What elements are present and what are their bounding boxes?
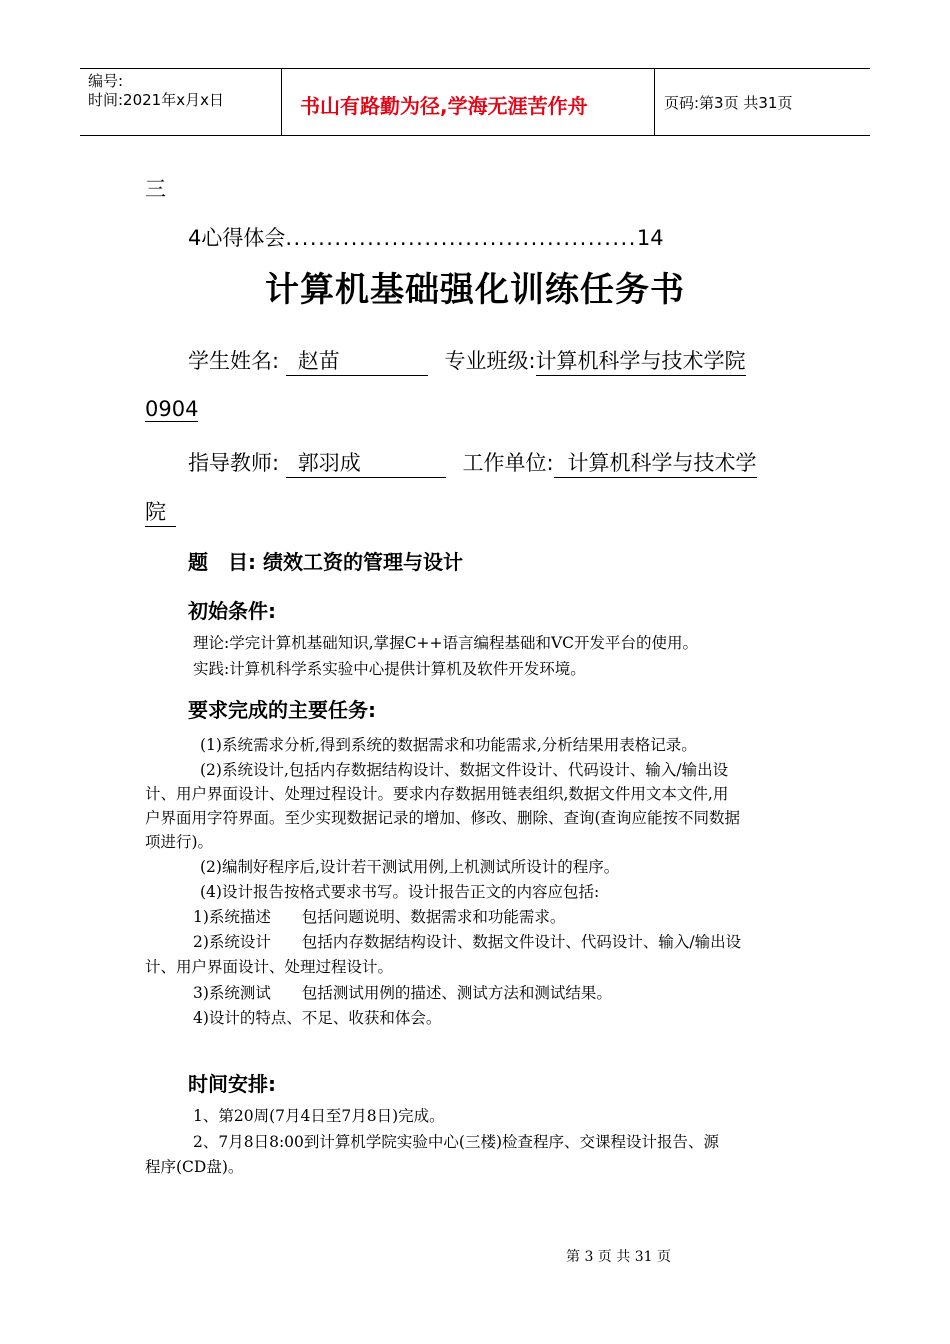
class-value-cont: 0904 xyxy=(145,397,199,421)
header-number-label: 编号: xyxy=(88,72,124,90)
schedule-line-2: 2、7月8日8:00到计算机学院实验中心(三楼)检查程序、交课程设计报告、源 xyxy=(193,1133,719,1151)
unit-value-continued xyxy=(145,496,176,527)
topic-value: 绩效工资的管理与设计 xyxy=(262,550,463,574)
header-top-rule xyxy=(80,68,870,69)
class-value: 计算机科学与技术学院 xyxy=(536,345,746,376)
topic-line xyxy=(188,546,463,575)
task-line-7: (4)设计报告按格式要求书写。设计报告正文的内容应包括: xyxy=(200,883,600,901)
header-divider-right xyxy=(654,68,655,135)
task-line-9: 2)系统设计 包括内存数据结构设计、数据文件设计、代码设计、输入/输出设 xyxy=(193,933,742,951)
task-line-11: 3)系统测试 包括测试用例的描述、测试方法和测试结果。 xyxy=(193,984,612,1002)
teacher-value: 郭羽成 xyxy=(286,447,446,478)
task-line-2: (2)系统设计,包括内存数据结构设计、数据文件设计、代码设计、输入/输出设 xyxy=(200,761,729,779)
schedule-line-1: 1、第20周(7月4日至7月8日)完成。 xyxy=(193,1107,445,1125)
task-line-3: 计、用户界面设计、处理过程设计。要求内存数据用链表组织,数据文件用文本文件,用 xyxy=(145,785,729,803)
tasks-heading: 要求完成的主要任务: xyxy=(188,698,376,722)
unit-value: 计算机科学与技术学 xyxy=(554,447,757,478)
task-line-1: (1)系统需求分析,得到系统的数据需求和功能需求,分析结果用表格记录。 xyxy=(200,736,697,754)
initial-heading: 初始条件: xyxy=(188,599,276,623)
initial-line-2: 实践:计算机科学系实验中心提供计算机及软件开发环境。 xyxy=(193,660,586,678)
class-label: 专业班级: xyxy=(444,349,536,373)
header-time-label: 时间:2021年x月x日 xyxy=(88,91,224,109)
schedule-heading: 时间安排: xyxy=(188,1072,276,1096)
page-footer: 第 3 页 共 31 页 xyxy=(566,1249,671,1265)
header-page-label: 页码:第3页 共31页 xyxy=(664,94,793,112)
header-bottom-rule xyxy=(80,135,870,136)
task-line-4: 户界面用字符界面。至少实现数据记录的增加、修改、删除、查询(查询应能按不同数据 xyxy=(145,809,741,827)
teacher-label: 指导教师: xyxy=(188,451,280,475)
student-name-label: 学生姓名: xyxy=(188,349,280,373)
toc-page-number: 14 xyxy=(636,226,664,250)
student-name-value: 赵苗 xyxy=(286,345,428,376)
header-motto: 书山有路勤为径,学海无涯苦作舟 xyxy=(300,94,588,118)
toc-entry xyxy=(188,222,664,252)
unit-label: 工作单位: xyxy=(462,451,554,475)
document-title: 计算机基础强化训练任务书 xyxy=(265,270,685,310)
header-divider-left xyxy=(281,68,282,135)
toc-prefix: 三 xyxy=(145,177,166,201)
toc-dots: ........................................... xyxy=(285,226,637,250)
unit-value-cont: 院 xyxy=(145,496,176,527)
topic-label: 题 目: xyxy=(188,550,256,574)
class-value-continued xyxy=(145,397,198,422)
schedule-line-3: 程序(CD盘)。 xyxy=(145,1158,244,1176)
task-line-8: 1)系统描述 包括问题说明、数据需求和功能需求。 xyxy=(193,908,566,926)
task-line-10: 计、用户界面设计、处理过程设计。 xyxy=(145,958,394,976)
initial-line-1: 理论:学完计算机基础知识,掌握C++语言编程基础和VC开发平台的使用。 xyxy=(193,634,699,652)
toc-entry-title: 4心得体会 xyxy=(188,226,286,250)
task-line-5: 项进行)。 xyxy=(145,833,214,851)
teacher-line xyxy=(188,447,757,478)
task-line-6: (2)编制好程序后,设计若干测试用例,上机测试所设计的程序。 xyxy=(200,858,620,876)
student-line xyxy=(188,345,746,376)
task-line-12: 4)设计的特点、不足、收获和体会。 xyxy=(193,1009,442,1027)
